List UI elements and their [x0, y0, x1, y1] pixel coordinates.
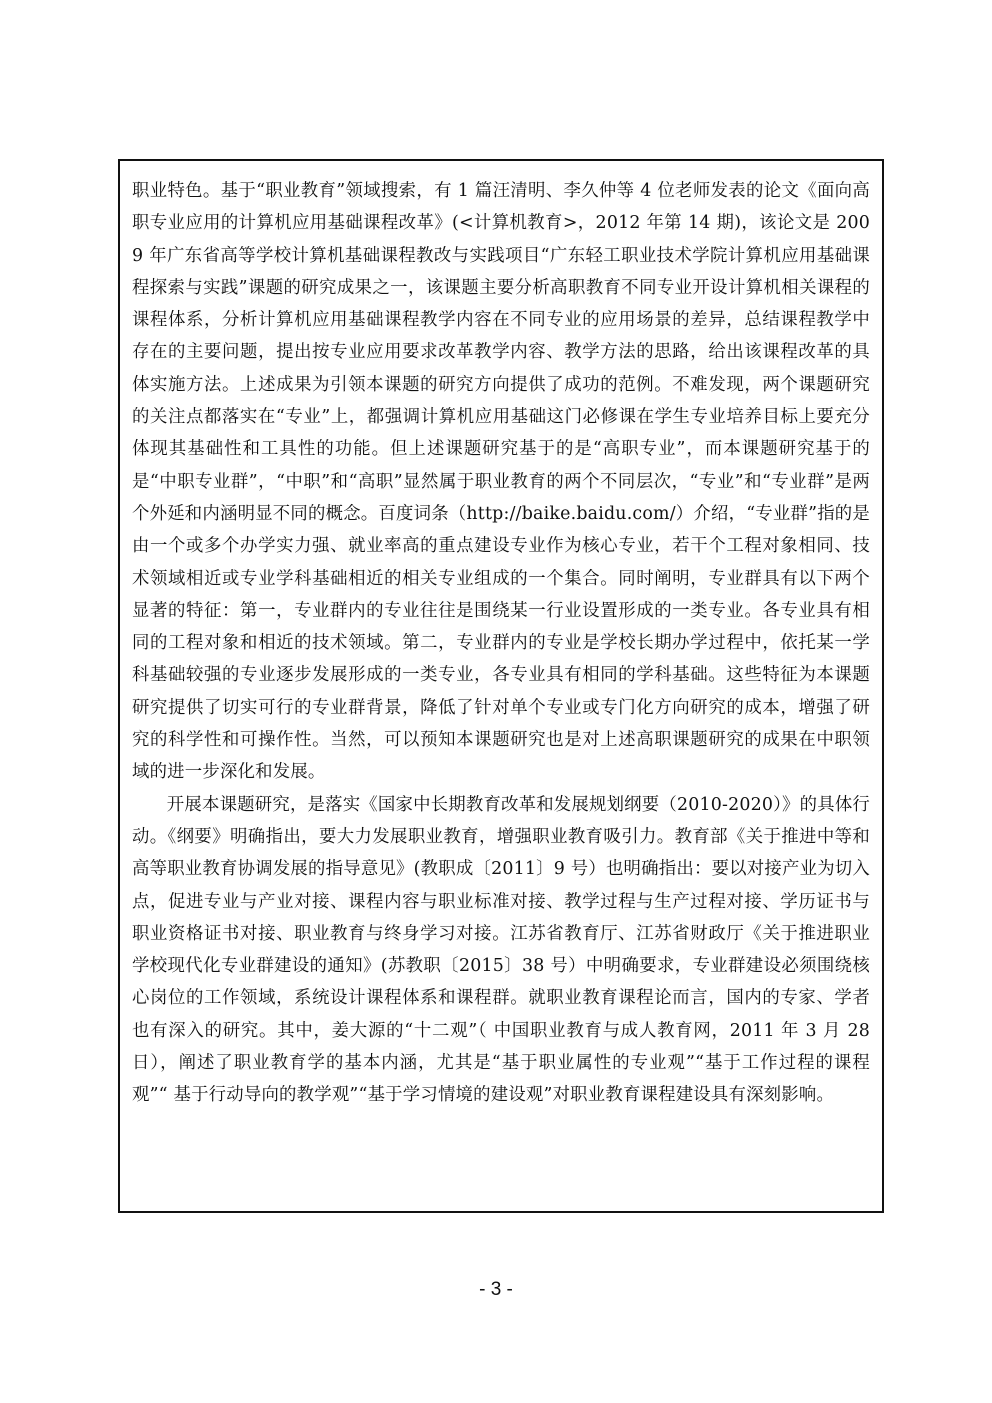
content-frame [118, 159, 884, 1213]
body-paragraph-1: 职业特色。基于“职业教育”领域搜索，有 1 篇汪清明、李久仲等 4 位老师发表的论文《面向高职专业应用的计算机应用基础课程改革》(<计算机教育>，2012 年第 14 期)，该论文是 2009 年广东省高等学校计算机基础课程教改与实践项目“广东轻工职业技术学院计算机应用基础课程探索与实践”课题的研究成果之一，该课题主要分析高职教育不同专业开设计算机相关课程的课程体系，分析计算机应用基础课程教学内容在不同专业的应用场景的差异，总结课程教学中存在的主要问题，提出按专业应用要求改革教学内容、教学方法的思路，给出该课程改革的具体实施方法。上述成果为引领本课题的研究方向提供了成功的范例。不难发现，两个课题研究的关注点都落实在“专业”上，都强调计算机应用基础这门必修课在学生专业培养目标上要充分体现其基础性和工具性的功能。但上述课题研究基于的是“高职专业”，而本课题研究基于的是“中职专业群”，“中职”和“高职”显然属于职业教育的两个不同层次，“专业”和“专业群”是两个外延和内涵明显不同的概念。百度词条（http://baike.baidu.com/）介绍，“专业群”指的是由一个或多个办学实力强、就业率高的重点建设专业作为核心专业，若干个工程对象相同、技术领域相近或专业学科基础相近的相关专业组成的一个集合。同时阐明，专业群具有以下两个显著的特征：第一，专业群内的专业往往是围绕某一行业设置形成的一类专业。各专业具有相同的工程对象和相近的技术领域。第二，专业群内的专业是学校长期办学过程中，依托某一学科基础较强的专业逐步发展形成的一类专业，各专业具有相同的学科基础。这些特征为本课题研究提供了切实可行的专业群背景，降低了针对单个专业或专门化方向研究的成本，增强了研究的科学性和可操作性。当然，可以预知本课题研究也是对上述高职课题研究的成果在中职领域的进一步深化和发展。 [132, 181, 870, 783]
body-paragraph-2: 开展本课题研究，是落实《国家中长期教育改革和发展规划纲要（2010-2020）》的具体行动。《纲要》明确指出，要大力发展职业教育，增强职业教育吸引力。教育部《关于推进中等和高等职业教育协调发展的指导意见》(教职成〔2011〕9 号）也明确指出：要以对接产业为切入点，促进专业与产业对接、课程内容与职业标准对接、教学过程与生产过程对接、学历证书与职业资格证书对接、职业教育与终身学习对接。江苏省教育厅、江苏省财政厅《关于推进职业学校现代化专业群建设的通知》(苏教职〔2015〕38 号）中明确要求，专业群建设必须围绕核心岗位的工作领域，系统设计课程体系和课程群。就职业教育课程论而言，国内的专家、学者也有深入的研究。其中，姜大源的“十二观”（ 中国职业教育与成人教育网，2011 年 3 月 28 日），阐述了职业教育学的基本内涵，尤其是“基于职业属性的专业观”“基于工作过程的课程观”“ 基于行动导向的教学观”“基于学习情境的建设观”对职业教育课程建设具有深刻影响。 [132, 794, 870, 1106]
page-number: - 3 - [479, 1279, 513, 1300]
